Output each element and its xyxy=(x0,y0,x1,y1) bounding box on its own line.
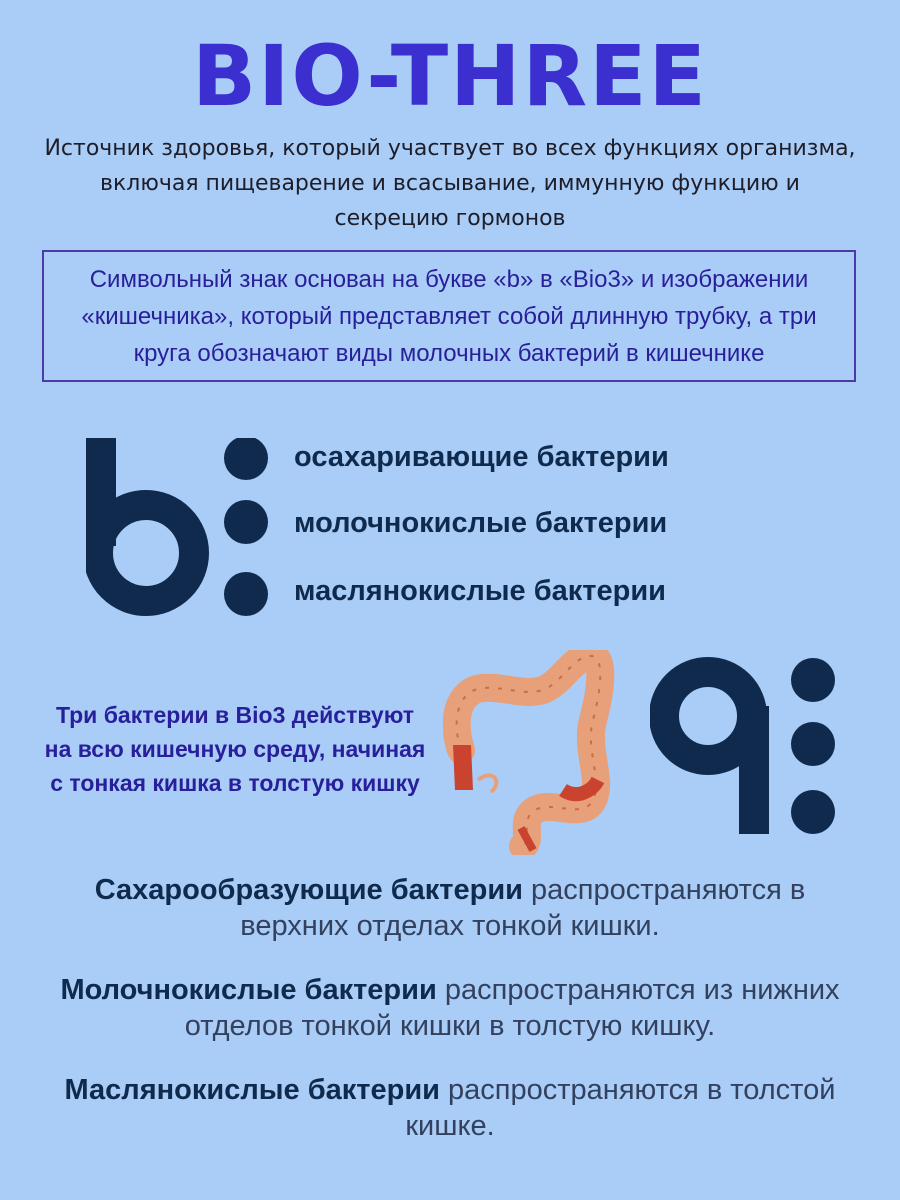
paragraph-3-rest: распространяются в толстой кишке. xyxy=(405,1074,836,1142)
intestine-illustration xyxy=(443,650,618,855)
paragraph-butyric xyxy=(40,1072,860,1144)
dot-3 xyxy=(224,572,268,616)
paragraph-2-rest: распространяются из нижних отделов тонкой кишки в толстую кишку. xyxy=(184,974,840,1042)
paragraph-1-bold: Сахарообразующие бактерии xyxy=(94,874,523,906)
q-dot-3 xyxy=(791,790,835,834)
dot-2 xyxy=(224,500,268,544)
legend-item-3: маслянокислые бактерии xyxy=(294,575,667,607)
symbol-explanation-box xyxy=(42,250,856,382)
q-logo-icon xyxy=(650,656,840,838)
q-dot-1 xyxy=(791,658,835,702)
subtitle: Источник здоровья, который участвует во всех функциях организма, включая пищеварение и всасывание, иммунную функцию и секрецию гормонов xyxy=(44,136,856,231)
dot-1 xyxy=(224,438,268,480)
paragraph-3-bold: Маслянокислые бактерии xyxy=(64,1074,440,1106)
page-title: BIO-THREE xyxy=(192,27,708,125)
three-bacteria-text: Три бактерии в Bio3 действуют на всю кишечную среду, начиная с тонкая кишка в толстую кишку xyxy=(44,702,426,796)
b-logo-icon xyxy=(86,438,276,618)
legend-item-1: осахаривающие бактерии xyxy=(294,441,669,473)
paragraph-1-rest: распространяются в верхних отделах тонкой кишки. xyxy=(240,874,806,942)
paragraph-2-bold: Молочнокислые бактерии xyxy=(60,974,437,1006)
paragraph-lactic xyxy=(40,972,860,1044)
legend-item-2: молочнокислые бактерии xyxy=(294,507,668,539)
symbol-explanation-text: Символьный знак основан на букве «b» в «Bio3» и изображении «кишечника», который представляет собой длинную трубку, а три круга обозначают виды молочных бактерий в кишечнике xyxy=(81,265,817,367)
q-dot-2 xyxy=(791,722,835,766)
paragraph-saccharifying xyxy=(40,872,860,944)
